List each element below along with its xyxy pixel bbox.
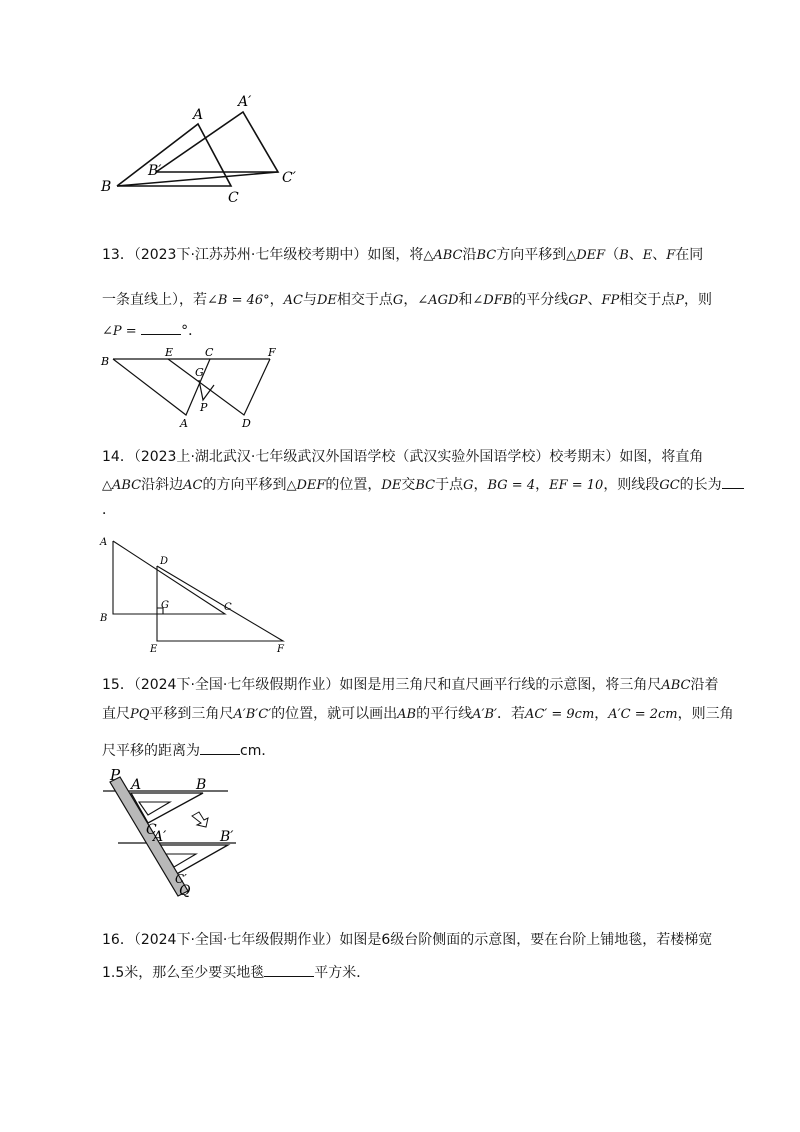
q14-math: DE — [381, 478, 402, 493]
q15-text: 直尺 — [102, 706, 130, 722]
q16-number: 16． — [102, 932, 134, 948]
label-C: C — [146, 822, 157, 838]
q13-text: 一条直线上），若 — [102, 292, 207, 308]
q14-text: 的长为 — [679, 477, 722, 493]
q14-text: 交 — [401, 477, 416, 493]
label-A-prime: A′ — [153, 829, 167, 845]
q15-math: A′B′ — [472, 707, 497, 722]
label-F: F — [277, 644, 284, 655]
q13-math: B — [619, 248, 629, 263]
q13-line-1 — [102, 245, 703, 266]
arrow-icon — [192, 812, 208, 827]
q13-line-2 — [102, 290, 712, 311]
q15-text: cm． — [240, 743, 276, 759]
q13-text: °． — [181, 323, 203, 339]
q14-math: AC — [183, 478, 203, 493]
q15-line-2 — [102, 704, 734, 725]
q15-text: 的平行线 — [416, 706, 473, 722]
label-E: E — [165, 346, 174, 359]
q15-text: 尺平移的距离为 — [102, 743, 200, 759]
label-B-prime: B′ — [220, 829, 234, 845]
q14-line-1 — [102, 447, 703, 467]
q13-math: GP — [568, 293, 588, 308]
q16-text: 1.5米，那么至少要买地毯 — [102, 965, 265, 981]
label-A: A — [180, 417, 188, 430]
label-P: P — [200, 401, 208, 414]
label-B: B — [100, 613, 108, 624]
q15-figure — [0, 765, 800, 905]
q13-math: FP — [601, 293, 620, 308]
q15-math: AC′ = 9cm — [524, 707, 595, 722]
q14-answer-blank[interactable] — [722, 474, 744, 489]
q16-answer-blank[interactable] — [264, 962, 314, 977]
q15-math: A′B′C′ — [233, 707, 272, 722]
q15-math: PQ — [130, 707, 150, 722]
q14-figure — [0, 528, 800, 658]
q14-text: 于点 — [435, 477, 464, 493]
q15-math: A′C = 2cm — [608, 707, 678, 722]
q15-text: 的位置，就可以画出 — [271, 706, 398, 722]
label-G: G — [195, 366, 204, 379]
q14-math: G — [463, 478, 474, 493]
label-D: D — [160, 556, 169, 567]
q13-text: ，则 — [683, 292, 712, 308]
q14-text: 的方向平移到 — [202, 477, 287, 493]
label-B: B — [101, 355, 110, 368]
q13-math: AC — [283, 293, 303, 308]
q13-text: 、 — [628, 247, 643, 263]
label-C: C — [224, 602, 232, 613]
q15-math: AB — [397, 707, 417, 722]
q14-text: 沿斜边 — [141, 477, 184, 493]
q13-text: 的平分线 — [512, 292, 569, 308]
q14-text: ． — [102, 502, 116, 518]
label-B: B — [196, 777, 207, 793]
q13-text: 方向平移到 — [496, 247, 567, 263]
q14-source: （2023上·湖北武汉·七年级武汉外国语学校（武汉实验外国语学校）校考期末） — [133, 449, 620, 465]
label-G: G — [161, 600, 169, 611]
q15-line-3 — [102, 740, 275, 761]
q13-line-3 — [102, 320, 202, 342]
q15-text: ．若 — [496, 706, 525, 722]
figure-translated-triangles — [0, 0, 800, 220]
label-C-prime: C′ — [282, 170, 296, 186]
label-C: C — [205, 346, 214, 359]
q13-math: E — [642, 248, 653, 263]
q15-math: ABC — [661, 678, 691, 693]
q13-text: 与 — [303, 292, 317, 308]
q13-math: P — [675, 293, 684, 308]
q15-text: ，则三角 — [677, 706, 734, 722]
q13-math: ∠AGD — [417, 293, 459, 308]
q13-text: 、 — [587, 292, 602, 308]
label-D: D — [242, 417, 251, 430]
q13-text: 如图，将 — [367, 247, 424, 263]
label-C: C — [228, 190, 239, 206]
q13-source: （2023下·江苏苏州·七年级校考期中） — [133, 247, 368, 263]
q13-math: ∠B = 46° — [207, 293, 270, 308]
q13-text: 相交于点 — [619, 292, 676, 308]
label-Q: Q — [179, 883, 191, 899]
q14-math: BC — [415, 478, 436, 493]
q15-text: 如图是用三角尺和直尺画平行线的示意图，将三角尺 — [339, 677, 662, 693]
triangle-abc — [117, 124, 231, 186]
q13-text: 在同 — [675, 247, 704, 263]
q14-text: ， — [473, 477, 488, 493]
q14-math: BG = 4 — [487, 478, 536, 493]
q13-text: 和 — [458, 292, 473, 308]
q13-figure — [0, 345, 800, 435]
q15-text: 沿着 — [690, 677, 719, 693]
q14-text: 如图，将直角 — [619, 449, 704, 465]
label-E: E — [150, 644, 158, 655]
q13-math: △DEF — [566, 248, 606, 263]
q13-number: 13． — [102, 247, 134, 263]
label-C-prime: C′ — [175, 872, 187, 886]
q14-line-2 — [102, 474, 744, 496]
label-B-prime: B′ — [148, 163, 162, 179]
q14-text: 的位置， — [325, 477, 382, 493]
q13-math: BC — [476, 248, 497, 263]
q15-source: （2024下·全国·七年级假期作业） — [133, 677, 340, 693]
q14-text: ， — [535, 477, 550, 493]
q13-answer-blank[interactable] — [141, 320, 181, 335]
q14-math: △DEF — [286, 478, 326, 493]
q13-text: ， — [269, 292, 284, 308]
label-A-prime: A′ — [238, 94, 252, 110]
q13-text: ， — [403, 292, 418, 308]
label-A: A — [131, 777, 142, 793]
q15-text: ， — [594, 706, 609, 722]
q14-text: ，则线段 — [603, 477, 660, 493]
label-B: B — [101, 179, 112, 195]
q14-math: GC — [659, 478, 680, 493]
q14-math: EF = 10 — [549, 478, 604, 493]
q13-math: ∠P = — [102, 324, 137, 339]
q15-answer-blank[interactable] — [200, 740, 240, 755]
q13-math: DE — [317, 293, 337, 308]
label-A: A — [193, 107, 204, 123]
q13-math: F — [666, 248, 676, 263]
q15-number: 15． — [102, 677, 134, 693]
q14-number: 14． — [102, 449, 134, 465]
label-P: P — [110, 766, 121, 784]
label-F: F — [268, 346, 276, 359]
q15-text: 平移到三角尺 — [149, 706, 234, 722]
q14-line-3 — [102, 500, 116, 520]
q13-text: 相交于点 — [336, 292, 393, 308]
q15-line-1 — [102, 675, 719, 696]
q13-math: G — [392, 293, 404, 308]
q16-text: 平方米． — [314, 965, 371, 981]
q13-math: △ABC — [423, 248, 463, 263]
q13-text: 、 — [652, 247, 667, 263]
q14-math: △ABC — [102, 478, 142, 493]
label-A: A — [100, 537, 108, 548]
q13-math: ∠DFB — [472, 293, 513, 308]
q13-text: 沿 — [462, 247, 477, 263]
q16-source: （2024下·全国·七年级假期作业） — [133, 932, 340, 948]
q16-line-2 — [102, 962, 370, 983]
q13-text: （ — [605, 247, 620, 263]
q16-text: 如图是6级台阶侧面的示意图，要在台阶上铺地毯，若楼梯宽 — [339, 932, 713, 948]
q16-line-1 — [102, 930, 712, 950]
